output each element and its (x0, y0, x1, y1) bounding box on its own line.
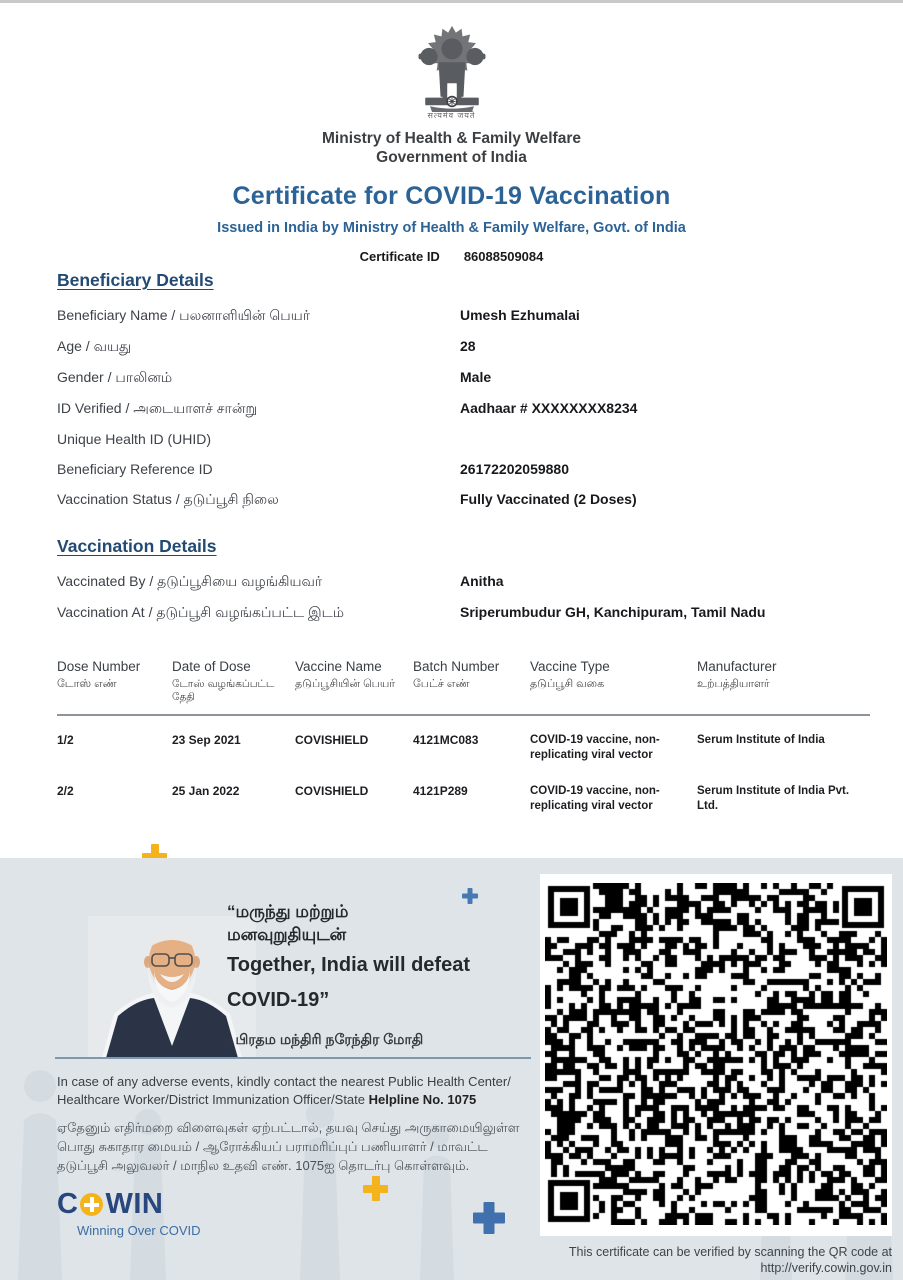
col-dose-number-ta: டோஸ் எண் (57, 678, 117, 690)
certificate-body (57, 270, 870, 818)
dose1-batch: 4121MC083 (413, 733, 479, 747)
col-vaccine-type-en: Vaccine Type (530, 659, 610, 674)
col-date-of-dose-en: Date of Dose (172, 659, 251, 674)
dose1-vaccine-type: COVID-19 vaccine, non-replicating viral vector (530, 734, 660, 761)
dose-table-header (57, 659, 870, 818)
dose-table (57, 659, 870, 818)
qr-code-box (540, 874, 892, 1236)
helpline-number: Helpline No. 1075 (368, 1092, 477, 1107)
cowin-tagline: Winning Over COVID (77, 1223, 201, 1238)
dose2-number: 2/2 (57, 784, 74, 798)
cowin-logo (57, 1188, 201, 1238)
beneficiary-name-row (57, 307, 870, 326)
beneficiary-name-label: Beneficiary Name / பலனாளியின் பெயர் (57, 307, 311, 323)
qr-code (545, 883, 887, 1225)
emblem-motto: सत्यमेव जयते (427, 111, 476, 120)
beneficiary-name-value: Umesh Ezhumalai (460, 307, 580, 323)
dose2-vaccine-name: COVISHIELD (295, 784, 369, 798)
quote-tamil-line2: மனவுறுதியுடன் (227, 925, 347, 944)
vaccinated-by-label: Vaccinated By / தடுப்பூசியை வழங்கியவர் (57, 573, 323, 589)
vaccinated-by-row (57, 573, 870, 592)
india-national-emblem-icon (404, 24, 500, 112)
reference-id-row (57, 461, 870, 479)
quote-attribution: - பிரதம மந்திரி நரேந்திர மோதி (227, 1031, 424, 1047)
vaccination-at-value: Sriperumbudur GH, Kanchipuram, Tamil Nadu (460, 604, 766, 620)
ministry-line1: Ministry of Health & Family Welfare (322, 130, 581, 147)
gender-row (57, 369, 870, 388)
vaccination-at-row (57, 604, 870, 623)
plus-decoration-icon (473, 1202, 505, 1234)
id-verified-row (57, 400, 870, 419)
ministry-line2: Government of India (376, 149, 527, 166)
quote-english-line1: Together, India will defeat (227, 954, 470, 976)
certificate-id-label: Certificate ID (359, 249, 440, 264)
dose1-date: 23 Sep 2021 (172, 733, 241, 747)
col-batch-number-ta: பேட்ச் எண் (413, 678, 470, 690)
gender-value: Male (460, 369, 492, 385)
quote-tamil-line1: “மருந்து மற்றும் (227, 902, 349, 921)
qr-caption-line1: This certificate can be verified by scanning the QR code at (568, 1245, 892, 1259)
certificate-id-value: 86088509084 (463, 249, 544, 264)
advisory-block (57, 1073, 535, 1175)
dose1-number: 1/2 (57, 733, 74, 747)
quote-english-line2: COVID-19” (227, 989, 330, 1011)
vaccination-details-section (57, 536, 870, 623)
dose2-batch: 4121P289 (413, 784, 468, 798)
reference-id-label: Beneficiary Reference ID (57, 461, 213, 477)
vaccination-details-heading: Vaccination Details (57, 536, 217, 556)
dose1-vaccine-name: COVISHIELD (295, 733, 369, 747)
vaccination-status-value: Fully Vaccinated (2 Doses) (460, 491, 637, 507)
col-vaccine-type-ta: தடுப்பூசி வகை (530, 678, 605, 690)
certificate-id-row (0, 249, 903, 264)
id-verified-value: Aadhaar # XXXXXXXX8234 (460, 400, 638, 416)
advisory-tamil: ஏதேனும் எதிர்மறை விளைவுகள் ஏற்பட்டால், தயவு செய்து அருகாமையிலுள்ள பொது சுகாதார மையம் / ஆரோக்கியப் பராமரிப்புப் பணியாளர் / மாவட்ட தடுப்பூசி அலுவலர் / மாநில உதவி எண். 1075ஐ தொடர்பு கொள்ளவும். (57, 1120, 520, 1173)
col-dose-number-en: Dose Number (57, 659, 141, 674)
col-batch-number-en: Batch Number (413, 659, 500, 674)
vaccination-status-row (57, 491, 870, 510)
plus-decoration-icon (363, 1176, 388, 1201)
uhid-label: Unique Health ID (UHID) (57, 431, 212, 447)
beneficiary-details-section (57, 270, 870, 510)
dose1-manufacturer: Serum Institute of India (697, 734, 825, 746)
quote-divider-line (55, 1057, 531, 1059)
footer-banner (0, 858, 903, 1280)
age-row (57, 338, 870, 357)
advisory-english: In case of any adverse events, kindly contact the nearest Public Health Center/ Healthcare Worker/District Immunization Officer/State Helpline No. 1075 (57, 1074, 511, 1107)
top-border-line (0, 0, 903, 3)
certificate-title: Certificate for COVID-19 Vaccination (232, 182, 671, 210)
dose2-date: 25 Jan 2022 (172, 784, 240, 798)
cowin-logo-win: WIN (105, 1188, 164, 1220)
vaccination-at-label: Vaccination At / தடுப்பூசி வழங்கப்பட்ட இடம் (57, 604, 344, 620)
certificate-header (0, 24, 903, 264)
beneficiary-details-heading: Beneficiary Details (57, 270, 214, 290)
id-verified-label: ID Verified / அடையாளச் சான்று (57, 400, 258, 416)
cowin-plus-icon (80, 1193, 103, 1216)
dose2-vaccine-type: COVID-19 vaccine, non-replicating viral vector (530, 785, 660, 812)
dose2-manufacturer: Serum Institute of India Pvt. Ltd. (697, 785, 850, 812)
vaccinated-by-value: Anitha (460, 573, 504, 589)
col-vaccine-name-en: Vaccine Name (295, 659, 382, 674)
reference-id-value: 26172202059880 (460, 461, 570, 477)
qr-caption-url: http://verify.cowin.gov.in (760, 1261, 892, 1275)
uhid-row (57, 431, 870, 449)
qr-caption (540, 1244, 892, 1276)
col-date-of-dose-ta: டோஸ் வழங்கப்பட்ட தேதி (172, 678, 275, 703)
age-label: Age / வயது (57, 338, 132, 354)
pm-quote-block (227, 900, 527, 1050)
vaccination-status-label: Vaccination Status / தடுப்பூசி நிலை (57, 491, 279, 507)
gender-label: Gender / பாலினம் (57, 369, 173, 385)
col-manufacturer-ta: உற்பத்தியாளர் (697, 678, 770, 690)
certificate-subtitle: Issued in India by Ministry of Health & Family Welfare, Govt. of India (217, 220, 686, 236)
age-value: 28 (460, 338, 476, 354)
col-vaccine-name-ta: தடுப்பூசியின் பெயர் (295, 678, 396, 690)
col-manufacturer-en: Manufacturer (697, 659, 777, 674)
cowin-logo-c: C (57, 1188, 79, 1220)
